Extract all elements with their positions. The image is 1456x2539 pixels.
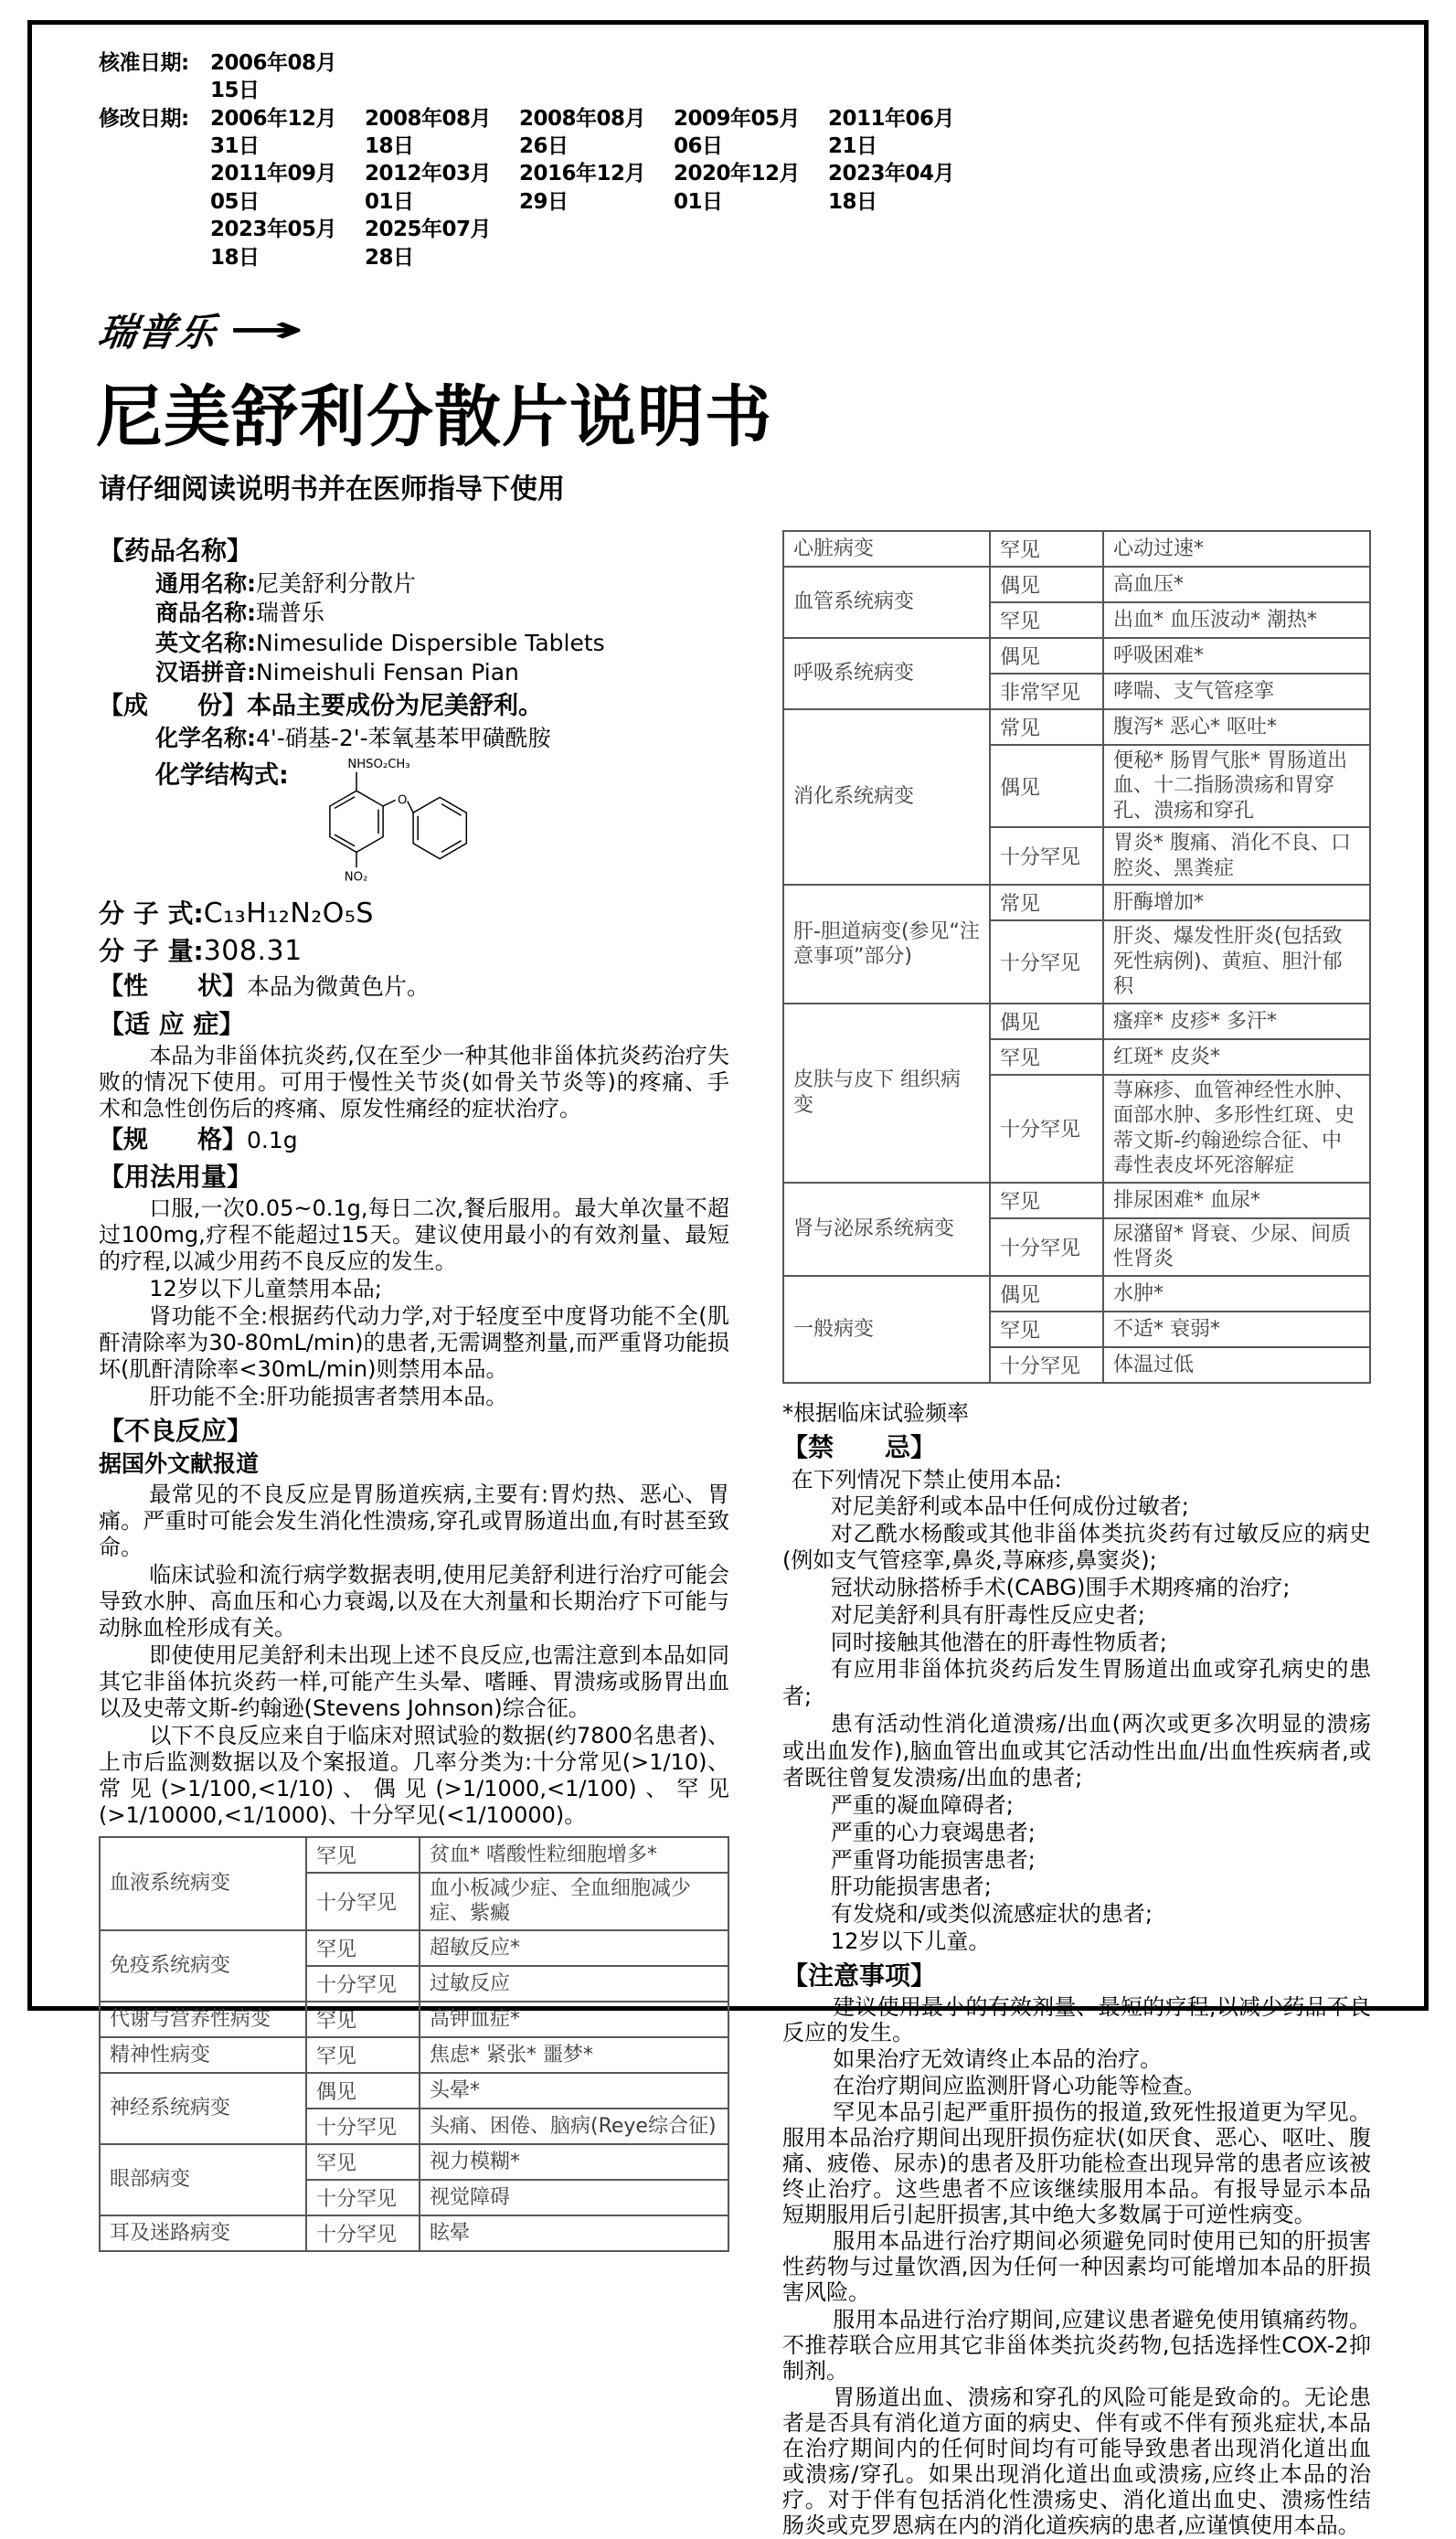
adr-entries: [305, 2145, 728, 2215]
adr-entry: [305, 2074, 728, 2109]
section-dosage-header: 【用法用量】: [99, 1161, 253, 1192]
adr-frequency: 十分罕见: [305, 2181, 420, 2215]
adr-entry: [989, 746, 1369, 829]
dosage-paragraph: 肾功能不全:根据药代动力学,对于轻度至中度肾功能不全(肌酐清除率为30-80mL/min)的患者,无需调整剂量,而严重肾功能损坏(肌酐清除率<30mL/min)则禁用本品。: [99, 1302, 729, 1382]
adr-entries: [305, 2216, 728, 2250]
date-row-label: [99, 160, 210, 216]
molecular-weight-label: 分 子 量:: [99, 935, 204, 966]
adr-frequency: 偶见: [989, 746, 1104, 827]
double-bond-r1: [441, 804, 462, 816]
section-precautions-header: 【注意事项】: [782, 1960, 937, 1991]
date-value: 2009年05月06日: [674, 106, 801, 159]
page-title: 尼美舒利分散片说明书: [96, 377, 772, 456]
adverse-paragraph: 以下不良反应来自于临床对照试验的数据(约7800名患者)、上市后监测数据以及个案报道。几率分类为:十分常见(>1/10)、常见(>1/100,<1/10)、偶见(>1/1000,<1/100)、罕见(>1/10000,<1/1000)、十分罕见(<1/10000)。: [99, 1722, 729, 1828]
adr-frequency: 偶见: [305, 2074, 420, 2108]
date-value: 2020年12月01日: [674, 162, 801, 214]
adr-entry: [305, 1838, 728, 1874]
adr-category: 神经系统病变: [110, 2097, 231, 2120]
adr-description: 出血* 血压波动* 潮热*: [1113, 608, 1317, 632]
adr-frequency: 罕见: [989, 603, 1104, 637]
adr-entry: [305, 2181, 728, 2215]
date-value: 2008年08月26日: [519, 106, 646, 159]
adr-description: 呼吸困难*: [1113, 643, 1205, 667]
adr-frequency: 偶见: [989, 1004, 1104, 1038]
adr-entry: [989, 886, 1369, 921]
date-row: [99, 49, 1371, 105]
right-column: [782, 530, 1371, 2539]
adr-entry: [989, 1312, 1369, 1348]
chemical-name-row: [99, 724, 729, 754]
adr-description: 荨麻疹、血管神经性水肿、面部水肿、多形性红斑、史蒂文斯-约翰逊综合征、中毒性表皮坏死溶解症: [1113, 1078, 1355, 1178]
precautions-paragraph: 建议使用最小的有效剂量、最短的疗程,以减少药品不良反应的发生。: [782, 1993, 1371, 2045]
adr-entries: [305, 2003, 728, 2036]
adr-table-group: [101, 1838, 728, 1931]
drug-name-rows: [99, 569, 729, 688]
adr-description: 心动过速*: [1113, 536, 1205, 560]
date-row: [99, 160, 1371, 216]
composition-text: 本品主要成份为尼美舒利。: [247, 691, 543, 720]
adr-description: 血小板减少症、全血细胞减少症、紫癜: [430, 1876, 692, 1926]
adr-frequency: 常见: [989, 886, 1104, 919]
adr-table-group: [101, 2216, 728, 2250]
adr-category: 血液系统病变: [110, 1872, 231, 1896]
adr-table-group: [784, 886, 1369, 1004]
contraindication-item: 对尼美舒利或本品中任何成份过敏者;: [830, 1493, 1189, 1519]
adr-frequency: 偶见: [989, 1277, 1104, 1311]
indications-paragraph: 本品为非甾体抗炎药,仅在至少一种其他非甾体抗炎药治疗失败的情况下使用。可用于慢性关节炎(如骨关节炎等)的疼痛、手术和急性创伤后的疼痛、原发性痛经的症状治疗。: [99, 1042, 729, 1121]
adr-description: 头痛、困倦、脑病(Reye综合征): [430, 2114, 717, 2138]
contraindication-item: 对乙酰水杨酸或其他非甾体类抗炎药有过敏反应的病史(例如支气管痉挛,鼻炎,荨麻疹,鼻窦炎);: [782, 1520, 1371, 1574]
precautions-paragraph: 在治疗期间应监测肝肾心功能等检查。: [833, 2072, 1206, 2098]
adr-entries: [305, 1931, 728, 2001]
adr-entry: [989, 828, 1369, 884]
leaflet-content: [95, 49, 1371, 2539]
adr-entries: [989, 639, 1369, 708]
adr-entry: [989, 1076, 1369, 1182]
date-value: 2023年04月18日: [828, 162, 955, 214]
adr-entries: [989, 1184, 1369, 1275]
adr-entry: [989, 603, 1369, 637]
adr-frequency: 常见: [989, 710, 1104, 744]
adr-category: 免疫系统病变: [110, 1954, 231, 1978]
composition-line: [99, 690, 729, 722]
adr-entry: [989, 1040, 1369, 1076]
dosage-paragraph: 肝功能不全:肝功能损害者禁用本品。: [149, 1383, 508, 1409]
adr-entry: [305, 2216, 728, 2250]
adr-table-group: [101, 2145, 728, 2216]
drug-name-row: [99, 569, 729, 600]
spec-line: [99, 1124, 729, 1156]
properties-text: 本品为微黄色片。: [247, 973, 430, 1001]
chemical-structure-label: 化学结构式:: [155, 761, 289, 791]
adr-description: 体温过低: [1113, 1353, 1195, 1376]
field-value: Nimeishuli Fensan Pian: [256, 659, 519, 686]
adr-table-footnote: *根据临床试验频率: [782, 1399, 969, 1426]
adr-entry: [989, 1348, 1369, 1382]
amine-group-label: NHSO₂CH₃: [347, 758, 410, 772]
bond-ether-right: [408, 802, 413, 813]
date-row: [99, 105, 1371, 161]
adr-description: 胃炎* 腹痛、消化不良、口腔炎、黑粪症: [1113, 832, 1351, 880]
precautions-paragraph: 服用本品进行治疗期间,应建议患者避免使用镇痛药物。不推荐联合应用其它非甾体类抗炎药物,包括选择性COX-2抑制剂。: [782, 2306, 1371, 2384]
double-bond-l3: [335, 835, 355, 847]
adr-table-group: [784, 710, 1369, 887]
adr-entry: [989, 639, 1369, 675]
adr-description: 视觉障碍: [430, 2185, 511, 2209]
adr-entry: [305, 2109, 728, 2143]
adr-category: 肝-胆道病变(参见“注意事项”部分): [793, 919, 980, 969]
adr-entry: [989, 1184, 1369, 1219]
section-properties-header: 【性 状】: [99, 972, 247, 1002]
adr-description: 腹泻* 恶心* 呕吐*: [1113, 715, 1277, 738]
adr-entries: [989, 1277, 1369, 1382]
adr-table-group: [784, 532, 1369, 568]
adr-category: 血管系统病变: [793, 590, 915, 614]
dosage-paragraph: 口服,一次0.05~0.1g,每日二次,餐后服用。最大单次量不超过100mg,疗程不能超过15天。建议使用最小的有效剂量、最短的疗程,以减少用药不良反应的发生。: [99, 1195, 729, 1274]
adr-description: 超敏反应*: [430, 1936, 521, 1960]
contraindication-item: 严重肾功能损害患者;: [830, 1846, 1036, 1873]
adr-category: 一般病变: [793, 1317, 875, 1341]
adr-entry: [305, 2145, 728, 2181]
field-value: 瑞普乐: [256, 600, 325, 627]
precautions-paragraphs: [782, 1994, 1371, 2539]
adr-frequency: 十分罕见: [305, 1874, 420, 1929]
adr-description: 过敏反应: [430, 1971, 511, 1995]
adr-frequency: 十分罕见: [989, 921, 1104, 1003]
adr-description: 肝炎、爆发性肝炎(包括致死性病例)、黄疸、胆汁郁积: [1113, 925, 1343, 999]
adr-entry: [305, 1874, 728, 1929]
adr-table-group: [784, 639, 1369, 710]
adr-entries: [989, 1004, 1369, 1182]
adr-description: 高钾血症*: [430, 2007, 521, 2031]
field-label: 汉语拼音:: [155, 659, 256, 686]
adr-frequency: 十分罕见: [305, 2216, 420, 2250]
adr-frequency: 罕见: [989, 1184, 1104, 1217]
adr-table-group: [101, 2074, 728, 2145]
adr-category: 精神性病变: [110, 2043, 211, 2066]
precautions-paragraph: 服用本品进行治疗期间必须避免同时使用已知的肝损害性药物与过量饮酒,因为任何一种因素均可能增加本品的肝损害风险。: [782, 2228, 1371, 2306]
adr-table-group: [101, 1931, 728, 2003]
adr-frequency: 十分罕见: [305, 1967, 420, 2001]
field-value: Nimesulide Dispersible Tablets: [256, 629, 605, 656]
adr-entry: [305, 2038, 728, 2072]
chemical-structure-row: [99, 755, 729, 894]
adr-description: 水肿*: [1113, 1281, 1164, 1305]
section-contraindications-header: 【禁 忌】: [782, 1431, 937, 1462]
contraindication-item: 患有活动性消化道溃疡/出血(两次或更多次明显的溃疡或出血发作),脑血管出血或其它活动性出血/出血性疾病者,或者既往曾复发溃疡/出血的患者;: [782, 1710, 1371, 1791]
adr-category: 耳及迷路病变: [110, 2221, 231, 2245]
nitro-group-label: NO₂: [344, 871, 368, 886]
left-column: [99, 530, 729, 2252]
adr-entries: [305, 2038, 728, 2072]
adr-table-group: [784, 1004, 1369, 1184]
adr-frequency: 罕见: [989, 1040, 1104, 1074]
molecular-formula-row: [99, 897, 729, 931]
adr-table-group: [784, 1184, 1369, 1277]
date-value: 2025年07月28日: [365, 218, 492, 270]
adr-table-group: [784, 568, 1369, 639]
molecular-weight-row: [99, 934, 729, 969]
adr-frequency: 十分罕见: [989, 1219, 1104, 1275]
bond-ether-left: [383, 801, 396, 807]
contraindication-item: 严重的凝血障碍者;: [830, 1792, 1014, 1819]
adr-category: 皮肤与皮下 组织病变: [793, 1068, 961, 1117]
date-value: 2012年03月01日: [365, 162, 492, 214]
adverse-reactions-table-right: [782, 530, 1371, 1384]
adr-description: 不适* 衰弱*: [1113, 1317, 1220, 1341]
adr-category: 代谢与营养性病变: [110, 2007, 271, 2031]
adr-table-group: [784, 1277, 1369, 1382]
adr-entries: [989, 710, 1369, 885]
contraindication-item: 冠状动脉搭桥手术(CABG)围手术期疼痛的治疗;: [830, 1575, 1291, 1601]
dosage-paragraph: 12岁以下儿童禁用本品;: [149, 1275, 382, 1301]
date-cells: [210, 49, 365, 105]
adr-frequency: 偶见: [989, 568, 1104, 601]
molecular-formula-label: 分 子 式:: [99, 898, 204, 930]
adr-category: 眼部病变: [110, 2168, 191, 2192]
molecular-formula-value: C₁₃H₁₂N₂O₅S: [203, 898, 374, 930]
field-label: 通用名称:: [155, 569, 256, 597]
adr-entries: [989, 568, 1369, 637]
adr-description: 排尿困难* 血尿*: [1113, 1188, 1260, 1212]
date-row-label: [99, 216, 210, 271]
chemical-name-value: 4'-硝基-2'-苯氧基苯甲磺酰胺: [256, 724, 551, 751]
adr-description: 瘙痒* 皮疹* 多汗*: [1113, 1009, 1277, 1033]
adr-entries: [305, 1838, 728, 1929]
precautions-paragraph: 胃肠道出血、溃疡和穿孔的风险可能是致命的。无论患者是否具有消化道方面的病史、伴有或不伴有预兆症状,本品在治疗期间内的任何时间均有可能导致患者出现消化道出血或溃疡/穿孔。如果出现消化道出血或溃疡,应终止本品的治疗。对于伴有包括消化性溃疡史、消化道出血史、溃疡性结肠炎或克罗恩病在内的消化道疾病的患者,应谨慎使用本品。: [782, 2384, 1371, 2539]
date-row-label: 修改日期:: [99, 106, 189, 131]
adr-entry: [989, 568, 1369, 603]
brand-arrow-icon: →: [228, 308, 305, 351]
brand-logo-text: 瑞普乐: [95, 309, 220, 355]
field-label: 英文名称:: [155, 629, 256, 656]
indications-paragraphs: [99, 1043, 729, 1122]
adr-table-group: [101, 2038, 728, 2074]
adr-frequency: 罕见: [305, 2003, 420, 2036]
date-value: 2016年12月29日: [519, 162, 646, 214]
adr-entry: [989, 1004, 1369, 1040]
adr-category: 肾与泌尿系统病变: [793, 1217, 955, 1241]
date-value: 2023年05月18日: [210, 218, 337, 270]
contraindications-list: [782, 1493, 1371, 1956]
adr-entry: [989, 710, 1369, 746]
contraindication-item: 12岁以下儿童。: [830, 1928, 991, 1954]
adr-description: 头晕*: [430, 2078, 481, 2102]
adverse-subheader: 据国外文献报道: [99, 1450, 260, 1477]
adr-frequency: 罕见: [305, 2038, 420, 2072]
dosage-paragraphs: [99, 1195, 729, 1410]
adr-entries: [989, 532, 1369, 566]
date-value: 2006年08月15日: [210, 51, 337, 103]
date-value: 2011年06月21日: [828, 106, 955, 159]
section-adverse-header: 【不良反应】: [99, 1416, 253, 1446]
date-value: 2006年12月31日: [210, 106, 337, 159]
adr-category: 呼吸系统病变: [793, 662, 915, 685]
spec-text: 0.1g: [247, 1126, 298, 1153]
adr-description: 视力模糊*: [430, 2150, 521, 2173]
properties-line: [99, 971, 729, 1003]
adr-category: 消化系统病变: [793, 785, 915, 809]
field-label: 商品名称:: [155, 600, 256, 627]
drug-name-row: [99, 658, 729, 688]
adr-frequency: 十分罕见: [989, 828, 1104, 884]
date-value: 2008年08月18日: [365, 106, 492, 159]
adr-entry: [989, 675, 1369, 708]
adr-description: 眩晕: [430, 2221, 471, 2245]
adr-description: 肝酶增加*: [1113, 891, 1205, 915]
adr-description: 焦虑* 紧张* 噩梦*: [430, 2043, 593, 2066]
adr-description: 哮喘、支气管痉挛: [1113, 679, 1275, 703]
adr-category: 心脏病变: [793, 536, 875, 560]
benzene-ring-right: [413, 798, 466, 859]
brand-logo: [95, 303, 1371, 357]
adverse-paragraph: 临床试验和流行病学数据表明,使用尼美舒利进行治疗可能会导致水肿、高血压和心力衰竭,以及在大剂量和长期治疗下可能与动脉血栓形成有关。: [99, 1561, 729, 1641]
section-spec-header: 【规 格】: [99, 1125, 247, 1154]
contraindication-item: 同时接触其他潜在的肝毒性物质者;: [830, 1629, 1167, 1655]
page-subtitle: 请仔细阅读说明书并在医师指导下使用: [99, 473, 565, 505]
date-value: 2011年09月05日: [210, 162, 337, 214]
section-drug-name-header: 【药品名称】: [99, 535, 253, 566]
adr-entry: [989, 1219, 1369, 1275]
adr-entry: [989, 921, 1369, 1003]
benzene-ring-left: [330, 791, 383, 853]
adr-frequency: 偶见: [989, 639, 1104, 673]
adr-description: 尿潴留* 肾衰、少尿、间质性肾炎: [1113, 1222, 1351, 1271]
adr-frequency: 非常罕见: [989, 675, 1104, 708]
contraindication-item: 严重的心力衰竭患者;: [830, 1819, 1036, 1845]
adr-entry: [305, 1967, 728, 2001]
contraindication-item: 有应用非甾体抗炎药后发生胃肠道出血或穿孔病史的患者;: [782, 1656, 1371, 1710]
section-indications-header: 【适 应 症】: [99, 1008, 245, 1039]
adr-frequency: 罕见: [305, 1838, 420, 1872]
adr-frequency: 十分罕见: [989, 1348, 1104, 1382]
adverse-paragraphs: [99, 1482, 729, 1829]
adr-frequency: 罕见: [989, 1312, 1104, 1346]
adr-entry: [989, 532, 1369, 566]
field-value: 尼美舒利分散片: [256, 569, 417, 597]
adr-description: 高血压*: [1113, 572, 1185, 596]
date-row-label: 核准日期:: [99, 51, 189, 75]
date-row: [99, 216, 1371, 271]
adr-entries: [989, 886, 1369, 1003]
adr-entry: [305, 1931, 728, 1967]
contraindication-item: 肝功能损害患者;: [830, 1874, 992, 1900]
drug-name-row: [99, 629, 729, 659]
chemical-name-label: 化学名称:: [155, 724, 256, 751]
drug-name-row: [99, 599, 729, 629]
adr-table-group: [101, 2003, 728, 2038]
adr-entries: [305, 2074, 728, 2143]
adr-frequency: 罕见: [305, 1931, 420, 1965]
two-column-body: [99, 530, 1371, 2539]
adr-description: 贫血* 嗜酸性粒细胞增多*: [430, 1843, 657, 1866]
double-bond-l1: [335, 797, 355, 809]
adr-entry: [305, 2003, 728, 2036]
section-composition-header: 【成 份】: [99, 691, 247, 720]
molecular-weight-value: 308.31: [203, 934, 303, 967]
date-cells: [210, 160, 983, 216]
adverse-paragraph: 最常见的不良反应是胃肠道疾病,主要有:胃灼热、恶心、胃痛。严重时可能会发生消化性溃疡,穿孔或胃肠道出血,有时甚至致命。: [99, 1481, 729, 1560]
adr-frequency: 罕见: [305, 2145, 420, 2179]
double-bond-r2: [441, 841, 462, 853]
contraindication-item: 有发烧和/或类似流感症状的患者;: [830, 1901, 1153, 1928]
adr-frequency: 十分罕见: [305, 2109, 420, 2143]
dates-block: [99, 49, 1371, 271]
contraindication-item: 对尼美舒利具有肝毒性反应史者;: [830, 1601, 1145, 1628]
ether-oxygen-label: O: [397, 794, 408, 809]
adr-description: 红斑* 皮炎*: [1113, 1045, 1220, 1068]
adr-entry: [989, 1277, 1369, 1312]
adr-frequency: 罕见: [989, 532, 1104, 566]
adverse-reactions-table-left: [99, 1836, 729, 2252]
precautions-paragraph: 罕见本品引起严重肝损伤的报道,致死性报道更为罕见。服用本品治疗期间出现肝损伤症状(如厌食、恶心、呕吐、腹痛、疲倦、尿赤)的患者及肝功能检查出现异常的患者应该被终止治疗。这些患者不应该继续服用本品。有报导显示本品短期服用后引起肝损害,其中绝大多数属于可逆性病变。: [782, 2098, 1371, 2228]
date-cells: [210, 216, 519, 271]
adverse-paragraph: 即使使用尼美舒利未出现上述不良反应,也需注意到本品如同其它非甾体抗炎药一样,可能产生头晕、嗜睡、胃溃疡或肠胃出血以及史蒂文斯-约翰逊(Stevens Johnson)综合征。: [99, 1641, 729, 1721]
adr-description: 便秘* 肠胃气胀* 胃肠道出血、十二指肠溃疡和胃穿孔、溃疡和穿孔: [1113, 749, 1347, 823]
contraindications-intro: 在下列情况下禁止使用本品:: [791, 1466, 1062, 1493]
adr-frequency: 十分罕见: [989, 1076, 1104, 1182]
precautions-paragraph: 如果治疗无效请终止本品的治疗。: [833, 2045, 1163, 2072]
chemical-structure-diagram: [302, 751, 499, 894]
date-cells: [210, 105, 983, 161]
